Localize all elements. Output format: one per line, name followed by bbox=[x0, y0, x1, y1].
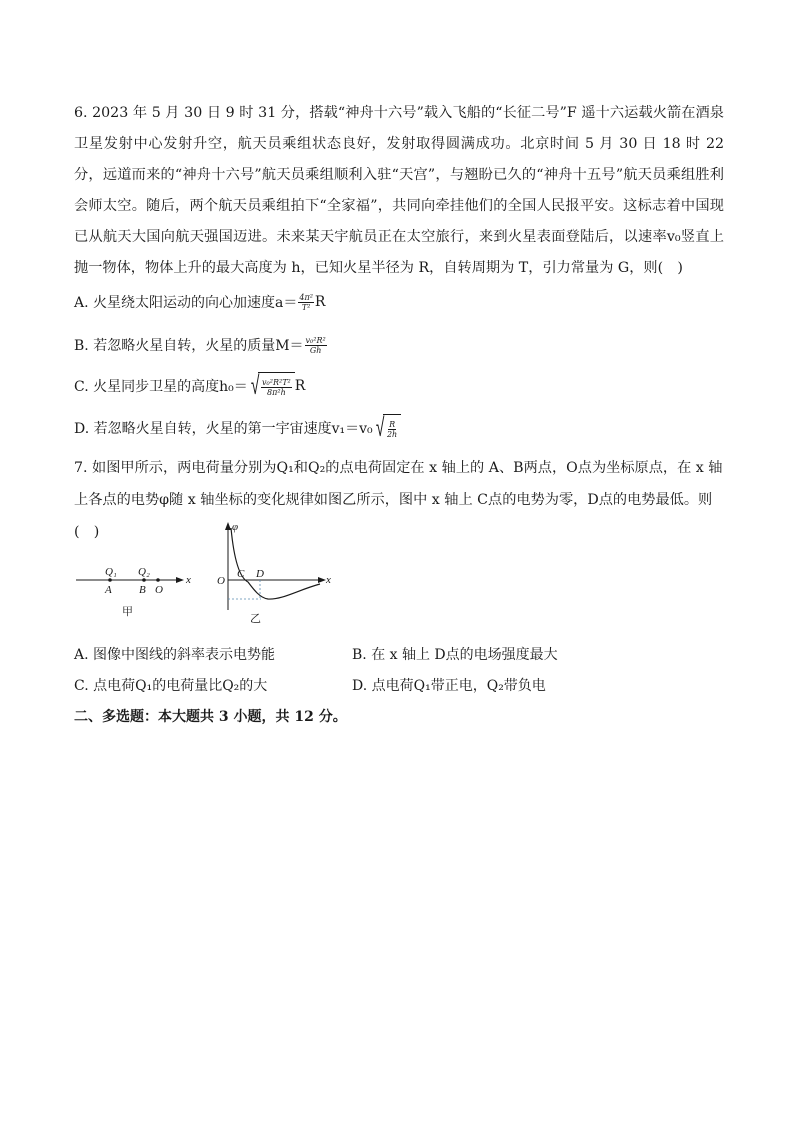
point-a bbox=[108, 578, 112, 582]
option-b-fraction bbox=[305, 336, 327, 355]
question-6-option-b[interactable] bbox=[74, 335, 328, 355]
sqrt-sign: √ $\frac{\text{v₀²R²T²}}{\text{8π²h}}$ bbox=[248, 372, 295, 400]
fraction-denominator: Gh bbox=[309, 345, 322, 355]
option-d-fraction bbox=[386, 420, 398, 439]
option-a-fraction bbox=[298, 293, 314, 312]
label-o-yi: O bbox=[217, 575, 225, 587]
label-phi: φ bbox=[232, 521, 239, 533]
fraction-denominator: T² bbox=[301, 302, 311, 312]
fraction-numerator: R bbox=[389, 419, 396, 429]
question-7-option-c[interactable]: C. 点电荷Q₁的电荷量比Q₂的大 bbox=[74, 678, 268, 694]
option-a-tail: R bbox=[314, 294, 326, 310]
section-2-heading: 二、多选题：本大题共 3 小题，共 12 分。 bbox=[74, 709, 347, 725]
label-x-jia: x bbox=[186, 574, 191, 586]
option-b-text: B. 若忽略火星自转，火星的质量M＝ bbox=[74, 338, 304, 354]
label-q2: Q₂ bbox=[138, 566, 150, 578]
question-7-figure bbox=[70, 520, 360, 636]
option-d-text: D. 若忽略火星自转，火星的第一宇宙速度v₁＝v₀ bbox=[74, 421, 373, 437]
sqrt-sign: √ $\frac{R}{2h}$ bbox=[373, 414, 402, 442]
figure-yi bbox=[217, 521, 331, 625]
fraction-numerator: v₀²R² bbox=[305, 335, 326, 345]
question-7-option-a[interactable]: A. 图像中图线的斜率表示电势能 bbox=[74, 647, 276, 663]
label-d: D bbox=[256, 568, 264, 580]
point-b bbox=[142, 578, 146, 582]
potential-curve bbox=[231, 528, 320, 599]
question-6-option-a[interactable] bbox=[74, 292, 325, 312]
caption-yi: 乙 bbox=[250, 613, 261, 625]
label-o: O bbox=[155, 584, 163, 596]
question-6-option-d[interactable] bbox=[74, 414, 401, 442]
label-q1: Q₁ bbox=[105, 566, 117, 578]
option-c-fraction bbox=[261, 378, 292, 397]
phi-axis-arrow-icon bbox=[225, 522, 231, 530]
option-a-text: A. 火星绕太阳运动的向心加速度a＝ bbox=[74, 295, 298, 311]
question-6-stem: 6. 2023 年 5 月 30 日 9 时 31 分，搭载“神舟十六号”载入飞船的“长征二号”F 遥十六运载火箭在酒泉卫星发射中心发射升空，航天员乘组状态良好，发射取得圆满成功。北京时间 5 月 30 日 18 时 22 分，远道而来的“神舟十六号”航天员乘组顺利入驻“天宫”，与翘盼已久的“神舟十五号”航天员乘组胜利会师太空。随后，两个航天员乘组拍下“全家福”，共同向牵挂他们的全国人民报平安。这标志着中国现已从航天大国向航天强国迈进。未来某天宇航员正在太空旅行，来到火星表面登陆后，以速率v₀竖直上抛一物体，物体上升的最大高度为 h，已知火星半径为 R，自转周期为 T，引力常量为 G，则( ) bbox=[74, 105, 724, 276]
label-c: C bbox=[237, 568, 245, 580]
x-axis-arrow-icon bbox=[176, 577, 184, 583]
question-7-stem: 7. 如图甲所示，两电荷量分别为Q₁和Q₂的点电荷固定在 x 轴上的 A、B两点，O点为坐标原点，在 x 轴上各点的电势φ随 x 轴坐标的变化规律如图乙所示，图中 x 轴上 C点的电势为零，D点的电势最低。则( ) bbox=[74, 460, 723, 540]
caption-jia: 甲 bbox=[122, 606, 133, 618]
fraction-denominator: 8π²h bbox=[267, 387, 286, 397]
x-axis-arrow-icon bbox=[318, 577, 326, 583]
label-a: A bbox=[105, 584, 112, 596]
question-7-option-b[interactable]: B. 在 x 轴上 D点的电场强度最大 bbox=[352, 647, 558, 663]
option-c-text: C. 火星同步卫星的高度h₀＝ bbox=[74, 379, 248, 395]
question-7-option-d[interactable]: D. 点电荷Q₁带正电，Q₂带负电 bbox=[352, 678, 546, 694]
question-6-option-c[interactable] bbox=[74, 372, 305, 400]
figure-jia bbox=[76, 566, 191, 618]
option-c-tail: R bbox=[294, 378, 306, 394]
fraction-denominator: 2h bbox=[386, 429, 398, 439]
fraction-numerator: v₀²R²T² bbox=[262, 377, 291, 387]
point-o bbox=[156, 578, 160, 582]
label-x-yi: x bbox=[326, 574, 331, 586]
label-b: B bbox=[139, 584, 146, 596]
fraction-numerator: 4π² bbox=[299, 292, 313, 302]
question-6 bbox=[74, 98, 724, 284]
